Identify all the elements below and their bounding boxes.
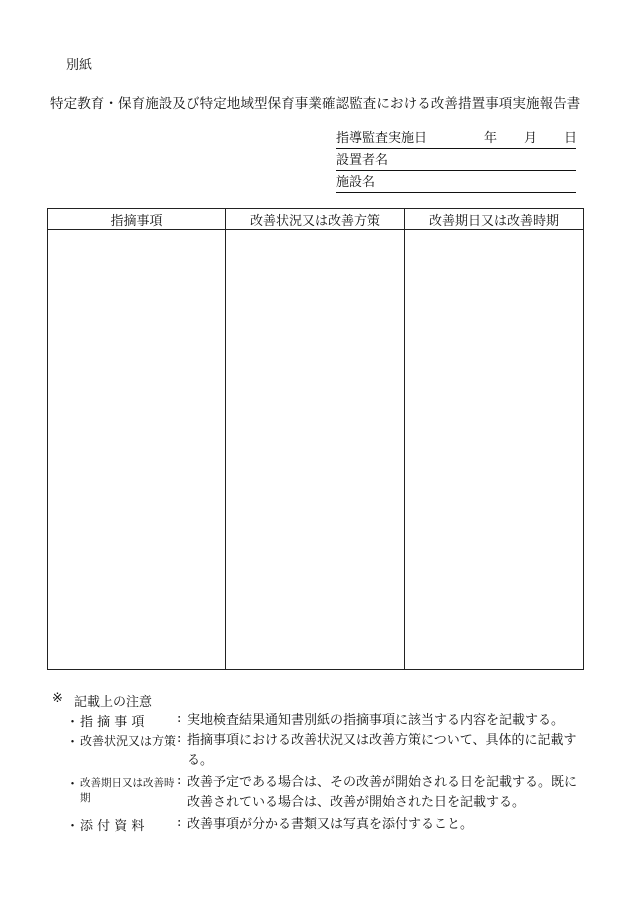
bullet: ・ (66, 777, 80, 792)
year-unit: 年 (484, 131, 498, 146)
audit-date-row (336, 130, 576, 149)
column-header-findings: 指摘事項 (48, 209, 226, 230)
table-row (48, 230, 584, 670)
note-description: 実地検査結果通知書別紙の指摘事項に該当する内容を記載する。 (187, 713, 565, 728)
audit-date-label: 指導監査実施日 (336, 131, 428, 146)
improvement-status-cell (226, 230, 405, 670)
column-header-improvement-date: 改善期日又は改善時期 (405, 209, 584, 230)
notes-section (52, 691, 592, 835)
note-item-improvement-status (52, 731, 592, 773)
founder-row (336, 152, 576, 171)
note-item-improvement-date (52, 773, 592, 815)
findings-cell (48, 230, 226, 670)
note-term: 指 摘 事 項 (80, 715, 145, 730)
founder-label: 設置者名 (336, 153, 389, 168)
note-description: 指摘事項における改善状況又は改善方策について、具体的に記載する。 (187, 733, 577, 768)
day-unit: 日 (564, 131, 578, 146)
reference-mark: ※ (52, 691, 63, 706)
colon: : (177, 711, 182, 726)
note-description: 改善事項が分かる書類又は写真を添付すること。 (187, 817, 474, 832)
note-item-attachments (52, 815, 592, 835)
improvement-date-cell (405, 230, 584, 670)
attachment-label: 別紙 (66, 58, 93, 73)
month-unit: 月 (524, 131, 538, 146)
note-term: 添 付 資 料 (80, 819, 145, 834)
bullet: ・ (66, 715, 80, 730)
colon: : (177, 815, 182, 830)
note-item-findings (52, 711, 592, 731)
table-header-row (48, 209, 584, 230)
report-table (47, 208, 584, 670)
bullet: ・ (66, 735, 80, 750)
colon: : (177, 731, 182, 746)
document-title: 特定教育・保育施設及び特定地域型保育事業確認監査における改善措置事項実施報告書 (50, 96, 581, 112)
column-header-improvement-status: 改善状況又は改善方策 (226, 209, 405, 230)
notes-heading (52, 691, 592, 711)
info-block (336, 130, 576, 196)
bullet: ・ (66, 819, 80, 834)
note-description: 改善予定である場合は、その改善が開始される日を記載する。既に改善されている場合は、改善が開始された日を記載する。 (187, 775, 578, 810)
facility-row (336, 174, 576, 193)
colon: : (177, 773, 182, 788)
note-term: 改善期日又は改善時期 (80, 777, 175, 804)
facility-label: 施設名 (336, 175, 376, 190)
note-term: 改善状況又は方策 (80, 734, 177, 748)
notes-title: 記載上の注意 (74, 695, 153, 710)
